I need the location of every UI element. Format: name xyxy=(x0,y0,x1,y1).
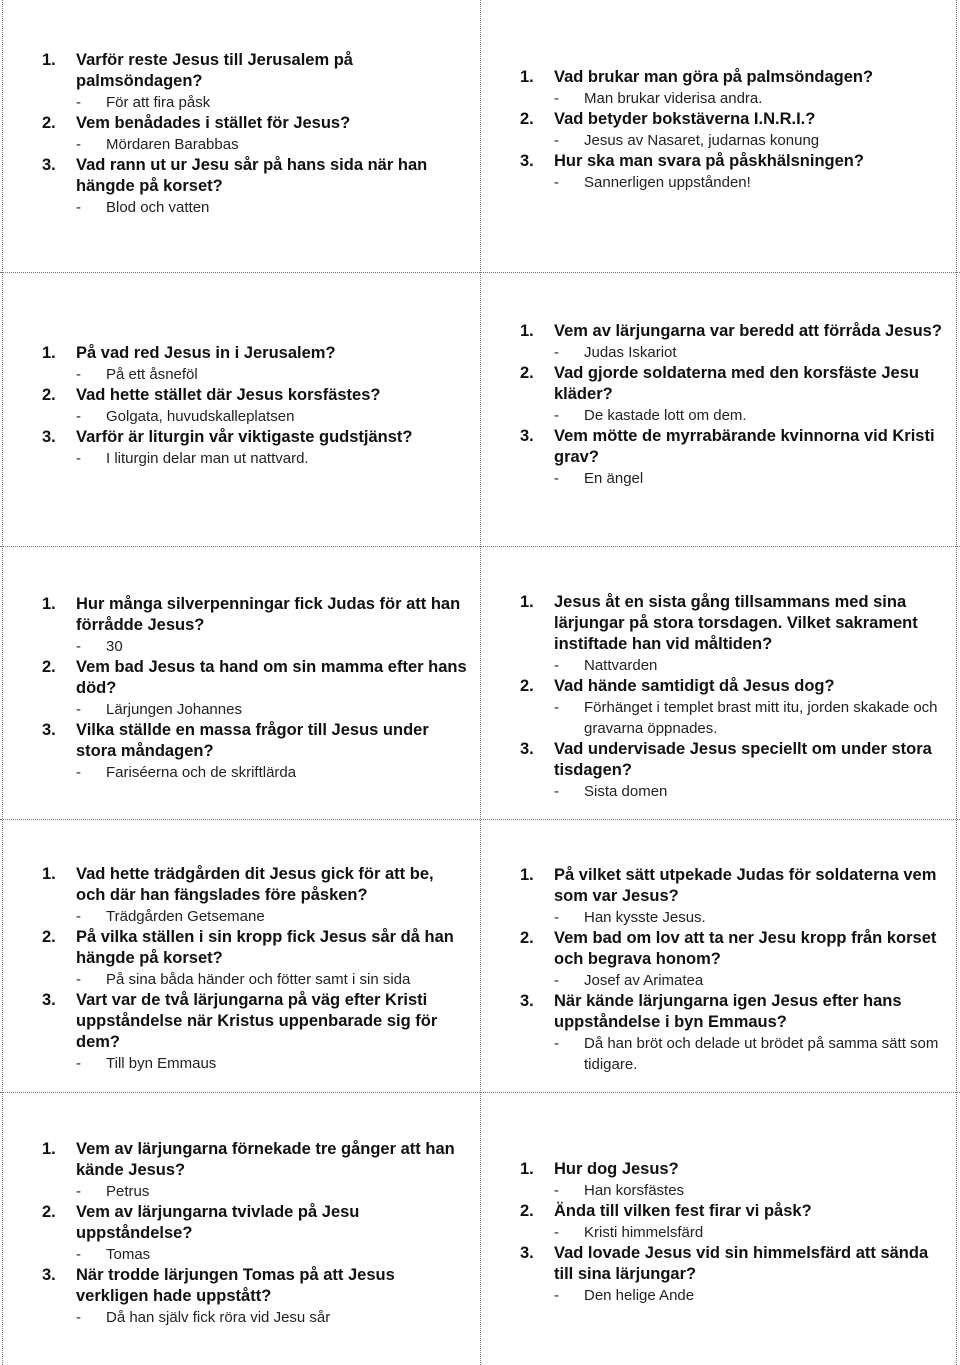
answer xyxy=(520,468,945,489)
cut-line-h1 xyxy=(0,272,960,273)
question xyxy=(42,1139,467,1181)
answer xyxy=(42,134,467,155)
answer-text: Sannerligen uppstånden! xyxy=(584,174,751,191)
answer-dash: - xyxy=(76,1309,81,1326)
answer-text: Förhänget i templet brast mitt itu, jorden skakade och gravarna öppnades. xyxy=(584,699,938,737)
question-number: 1. xyxy=(520,593,534,611)
question-number: 1. xyxy=(42,595,56,613)
question-number: 2. xyxy=(42,658,56,676)
answer xyxy=(42,636,467,657)
question xyxy=(42,385,467,406)
question-number: 2. xyxy=(520,364,534,382)
answer-text: På ett åsneföl xyxy=(106,366,198,383)
question-number: 3. xyxy=(42,1266,56,1284)
question xyxy=(520,1201,945,1222)
question xyxy=(42,427,467,448)
question xyxy=(42,1265,467,1307)
question-number: 2. xyxy=(520,110,534,128)
answer xyxy=(520,655,945,676)
answer-dash: - xyxy=(76,638,81,655)
question-number: 3. xyxy=(42,156,56,174)
question-text: När trodde lärjungen Tomas på att Jesus verkligen hade uppstått? xyxy=(76,1266,395,1305)
quiz-card xyxy=(42,50,467,218)
answer-dash: - xyxy=(554,909,559,926)
quiz-card xyxy=(520,321,945,489)
answer-text: Man brukar viderisa andra. xyxy=(584,90,763,107)
question-text: Vem av lärjungarna var beredd att förråda Jesus? xyxy=(554,322,942,340)
question xyxy=(42,50,467,92)
answer-text: Golgata, huvudskalleplatsen xyxy=(106,408,295,425)
answer xyxy=(42,762,467,783)
quiz-card xyxy=(42,594,467,783)
question-text: Vart var de två lärjungarna på väg efter Kristi uppståndelse när Kristus uppenbarade sig för dem? xyxy=(76,991,438,1051)
quiz-card xyxy=(42,343,467,469)
answer-dash: - xyxy=(554,1287,559,1304)
answer xyxy=(42,699,467,720)
question-text: Varför reste Jesus till Jerusalem på palmsöndagen? xyxy=(76,51,353,90)
answer-dash: - xyxy=(76,136,81,153)
answer xyxy=(520,1180,945,1201)
answer-dash: - xyxy=(554,972,559,989)
question-text: Jesus åt en sista gång tillsammans med sina lärjungar på stora torsdagen. Vilket sakrament instiftade han vid måltiden? xyxy=(554,593,918,653)
question xyxy=(520,676,945,697)
question xyxy=(42,594,467,636)
answer-text: 30 xyxy=(106,638,123,655)
question xyxy=(520,321,945,342)
question-text: Vad betyder bokstäverna I.N.R.I.? xyxy=(554,110,816,128)
question-number: 1. xyxy=(42,1140,56,1158)
question-text: Vad undervisade Jesus speciellt om under stora tisdagen? xyxy=(554,740,932,779)
question xyxy=(42,990,467,1053)
question xyxy=(520,67,945,88)
question xyxy=(42,927,467,969)
answer-text: De kastade lott om dem. xyxy=(584,407,747,424)
answer xyxy=(520,970,945,991)
answer-dash: - xyxy=(554,1035,559,1052)
answer-text: Då han själv fick röra vid Jesu sår xyxy=(106,1309,331,1326)
answer xyxy=(42,1244,467,1265)
question-number: 1. xyxy=(42,865,56,883)
answer-dash: - xyxy=(554,132,559,149)
answer-dash: - xyxy=(554,90,559,107)
answer xyxy=(520,130,945,151)
answer xyxy=(42,92,467,113)
question-number: 2. xyxy=(520,677,534,695)
answer xyxy=(520,1222,945,1243)
cut-line-h2 xyxy=(0,546,960,547)
question xyxy=(42,657,467,699)
question-number: 1. xyxy=(520,322,534,340)
question-text: Hur många silverpenningar fick Judas för att han förrådde Jesus? xyxy=(76,595,461,634)
answer xyxy=(520,697,945,739)
answer-text: Den helige Ande xyxy=(584,1287,695,1304)
cut-line-vertical xyxy=(480,0,481,1365)
question xyxy=(520,991,945,1033)
answer-text: I liturgin delar man ut nattvard. xyxy=(106,450,309,467)
question-number: 3. xyxy=(520,740,534,758)
answer-text: Tomas xyxy=(106,1246,151,1263)
question-text: Vem mötte de myrrabärande kvinnorna vid Kristi grav? xyxy=(554,427,935,466)
answer xyxy=(42,1181,467,1202)
answer-dash: - xyxy=(76,1183,81,1200)
answer-dash: - xyxy=(76,1246,81,1263)
answer-text: Lärjungen Johannes xyxy=(106,701,242,718)
answer xyxy=(520,172,945,193)
answer-text: Jesus av Nasaret, judarnas konung xyxy=(584,132,820,149)
answer-text: Han kysste Jesus. xyxy=(584,909,706,926)
answer-dash: - xyxy=(76,366,81,383)
question-number: 1. xyxy=(520,68,534,86)
answer xyxy=(520,1285,945,1306)
answer-dash: - xyxy=(76,408,81,425)
answer xyxy=(520,405,945,426)
question-text: Hur ska man svara på påskhälsningen? xyxy=(554,152,864,170)
answer-text: Josef av Arimatea xyxy=(584,972,704,989)
question-text: På vad red Jesus in i Jerusalem? xyxy=(76,344,336,362)
question-text: Vem bad Jesus ta hand om sin mamma efter hans död? xyxy=(76,658,467,697)
answer-dash: - xyxy=(554,783,559,800)
question-text: Vad hette trädgården dit Jesus gick för att be, och där han fängslades före påsken? xyxy=(76,865,434,904)
question-text: Vad lovade Jesus vid sin himmelsfärd att sända till sina lärjungar? xyxy=(554,1244,929,1283)
question-number: 2. xyxy=(42,114,56,132)
question xyxy=(520,865,945,907)
question-number: 1. xyxy=(42,344,56,362)
answer-dash: - xyxy=(76,199,81,216)
question-number: 3. xyxy=(520,427,534,445)
quiz-card xyxy=(520,67,945,193)
answer xyxy=(42,197,467,218)
question-text: När kände lärjungarna igen Jesus efter hans uppståndelse i byn Emmaus? xyxy=(554,992,902,1031)
answer xyxy=(42,1053,467,1074)
answer-dash: - xyxy=(554,344,559,361)
question xyxy=(42,343,467,364)
question xyxy=(520,426,945,468)
question-text: Vem av lärjungarna förnekade tre gånger att han kände Jesus? xyxy=(76,1140,455,1179)
answer-text: Judas Iskariot xyxy=(584,344,677,361)
question-text: Ända till vilken fest firar vi påsk? xyxy=(554,1202,812,1220)
question xyxy=(42,720,467,762)
cut-line-h3 xyxy=(0,819,960,820)
question xyxy=(520,363,945,405)
question-text: Vem av lärjungarna tvivlade på Jesu uppståndelse? xyxy=(76,1203,360,1242)
question-text: På vilka ställen i sin kropp fick Jesus sår då han hängde på korset? xyxy=(76,928,454,967)
question xyxy=(42,113,467,134)
answer-text: Kristi himmelsfärd xyxy=(584,1224,704,1241)
answer-text: För att fira påsk xyxy=(106,94,211,111)
answer xyxy=(520,781,945,802)
answer-text: Sista domen xyxy=(584,783,668,800)
quiz-card xyxy=(520,1159,945,1306)
quiz-card xyxy=(520,865,945,1075)
question-number: 1. xyxy=(520,866,534,884)
answer-text: Petrus xyxy=(106,1183,150,1200)
cut-line-left xyxy=(2,0,3,1365)
answer-text: På sina båda händer och fötter samt i sin sida xyxy=(106,971,411,988)
question xyxy=(520,109,945,130)
answer-text: Mördaren Barabbas xyxy=(106,136,239,153)
question-text: Vem bad om lov att ta ner Jesu kropp från korset och begrava honom? xyxy=(554,929,937,968)
question-number: 3. xyxy=(42,991,56,1009)
question-text: Vad hände samtidigt då Jesus dog? xyxy=(554,677,835,695)
answer-dash: - xyxy=(554,1182,559,1199)
question-number: 3. xyxy=(42,428,56,446)
answer-dash: - xyxy=(554,407,559,424)
question xyxy=(520,1243,945,1285)
question xyxy=(520,151,945,172)
question-text: Vad hette stället där Jesus korsfästes? xyxy=(76,386,381,404)
answer xyxy=(42,448,467,469)
quiz-card xyxy=(42,864,467,1074)
cut-line-h4 xyxy=(0,1092,960,1093)
question-number: 1. xyxy=(42,51,56,69)
question-number: 3. xyxy=(520,1244,534,1262)
answer-dash: - xyxy=(76,908,81,925)
question-text: Hur dog Jesus? xyxy=(554,1160,679,1178)
question-number: 3. xyxy=(42,721,56,739)
answer-dash: - xyxy=(76,450,81,467)
question-number: 3. xyxy=(520,152,534,170)
question-text: På vilket sätt utpekade Judas för soldaterna vem som var Jesus? xyxy=(554,866,937,905)
answer-dash: - xyxy=(554,1224,559,1241)
answer-text: En ängel xyxy=(584,470,644,487)
question-text: Vad gjorde soldaterna med den korsfäste Jesu kläder? xyxy=(554,364,919,403)
answer xyxy=(520,88,945,109)
answer xyxy=(42,906,467,927)
question-number: 2. xyxy=(42,1203,56,1221)
answer xyxy=(42,1307,467,1328)
question xyxy=(42,155,467,197)
answer-dash: - xyxy=(554,699,559,716)
question-number: 3. xyxy=(520,992,534,1010)
answer xyxy=(42,406,467,427)
question xyxy=(42,1202,467,1244)
question-text: Vilka ställde en massa frågor till Jesus under stora måndagen? xyxy=(76,721,429,760)
answer-text: Fariséerna och de skriftlärda xyxy=(106,764,297,781)
quiz-card xyxy=(520,592,945,802)
answer-dash: - xyxy=(76,701,81,718)
answer-dash: - xyxy=(554,174,559,191)
question-text: Vem benådades i stället för Jesus? xyxy=(76,114,351,132)
answer xyxy=(520,342,945,363)
question xyxy=(520,928,945,970)
answer xyxy=(520,1033,945,1075)
answer-text: Blod och vatten xyxy=(106,199,210,216)
quiz-card xyxy=(42,1139,467,1328)
question-number: 2. xyxy=(520,929,534,947)
answer-text: Han korsfästes xyxy=(584,1182,685,1199)
question-text: Vad rann ut ur Jesu sår på hans sida när han hängde på korset? xyxy=(76,156,428,195)
answer-text: Nattvarden xyxy=(584,657,658,674)
answer-text: Då han bröt och delade ut brödet på samma sätt som tidigare. xyxy=(584,1035,939,1073)
question xyxy=(520,1159,945,1180)
answer-dash: - xyxy=(76,971,81,988)
question xyxy=(42,864,467,906)
answer-text: Trädgården Getsemane xyxy=(106,908,265,925)
question-number: 2. xyxy=(42,928,56,946)
question-number: 2. xyxy=(520,1202,534,1220)
answer-dash: - xyxy=(76,1055,81,1072)
answer xyxy=(520,907,945,928)
answer-text: Till byn Emmaus xyxy=(106,1055,217,1072)
answer xyxy=(42,969,467,990)
question xyxy=(520,739,945,781)
answer-dash: - xyxy=(554,657,559,674)
cut-line-right xyxy=(956,0,957,1365)
answer-dash: - xyxy=(76,764,81,781)
answer-dash: - xyxy=(554,470,559,487)
question-text: Varför är liturgin vår viktigaste gudstjänst? xyxy=(76,428,413,446)
question-number: 1. xyxy=(520,1160,534,1178)
answer xyxy=(42,364,467,385)
question xyxy=(520,592,945,655)
question-text: Vad brukar man göra på palmsöndagen? xyxy=(554,68,874,86)
question-number: 2. xyxy=(42,386,56,404)
answer-dash: - xyxy=(76,94,81,111)
